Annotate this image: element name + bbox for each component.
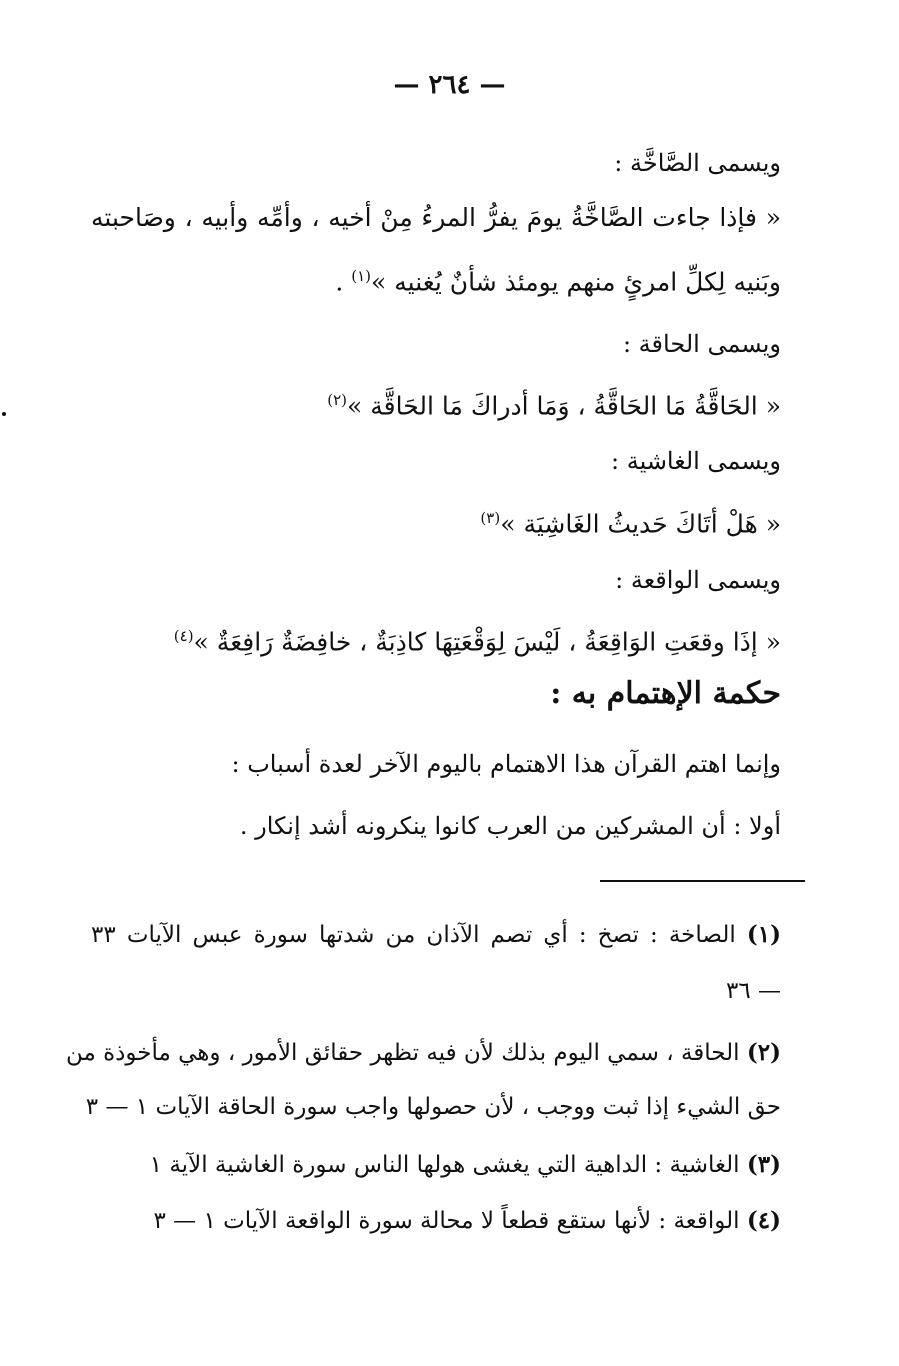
- footnote-number: (١): [746, 921, 781, 948]
- footnote-number: (٢): [746, 1039, 781, 1066]
- quote-line-2: [335, 258, 781, 300]
- section-heading: حكمة الإهتمام به :: [550, 676, 781, 711]
- quote-line-5: [174, 618, 781, 660]
- quote-line-3: [327, 382, 781, 424]
- footnote-ref-2: (٢): [327, 391, 347, 409]
- footnote-number: (٣): [746, 1151, 781, 1178]
- footnote-ref-1: (١): [351, 267, 372, 285]
- body-line-1: ويسمى الصَّاخَّة :: [614, 149, 781, 177]
- quote-line-4: [480, 500, 781, 542]
- footnote-text: الواقعة : لأنها ستقع قطعاً لا محالة سورة الواقعة الآيات ١ — ٣: [153, 1208, 740, 1234]
- footnote-ref-4: (٤): [173, 627, 194, 645]
- footnote-1-line-1: [91, 918, 781, 952]
- footnote-1-line-2: — ٣٦: [725, 978, 781, 1004]
- body-line-4: ويسمى الحاقة :: [622, 330, 781, 358]
- footnote-2-line-1: [65, 1036, 781, 1070]
- footnote-text: الحاقة ، سمي اليوم بذلك لأن فيه تظهر حقائق الأمور ، وهي مأخوذة من: [65, 1040, 740, 1066]
- body-line-11: أولا : أن المشركين من العرب كانوا ينكرونه أشد إنكار .: [239, 812, 781, 840]
- body-line-8: ويسمى الواقعة :: [615, 566, 781, 594]
- quote-text: « هَلْ أتَاكَ حَديثُ الغَاشِيَة »: [500, 509, 781, 539]
- footnote-separator: [600, 880, 805, 882]
- footnote-number: (٤): [746, 1207, 781, 1234]
- footnote-text: الصاخة : تصخ : أي تصم الآذان من شدتها سورة عبس الآيات ٣٣: [91, 922, 736, 948]
- quote-text: وبَنيه لِكلِّ امرئٍ منهم يومئذ شأنٌ يُغنيه »: [371, 267, 781, 297]
- punctuation: .: [335, 267, 352, 297]
- body-line-6: ويسمى الغاشية :: [611, 447, 781, 475]
- margin-mark: [2, 412, 6, 416]
- footnote-text: الغاشية : الداهية التي يغشى هولها الناس سورة الغاشية الآية ١: [149, 1152, 740, 1178]
- quote-line-1: « فإذا جاءت الصَّاخَّةُ يومَ يفرُّ المرءُ مِنْ أخيه ، وأمِّه وأبيه ، وصَاحبته: [91, 203, 781, 232]
- quote-text: « الحَاقَّةُ مَا الحَاقَّةُ ، وَمَا أدراكَ مَا الحَاقَّة »: [347, 391, 781, 421]
- footnote-3: [150, 1148, 781, 1182]
- footnote-4: [153, 1204, 781, 1238]
- footnote-ref-3: (٣): [480, 509, 501, 527]
- body-line-10: وإنما اهتم القرآن هذا الاهتمام باليوم الآخر لعدة أسباب :: [231, 750, 781, 778]
- page-number: — ٢٦٤ —: [393, 70, 506, 100]
- quote-text: « إذَا وقعَتِ الوَاقِعَةُ ، لَيْسَ لِوَقْعَتِهَا كاذِبَةٌ ، خافِضَةٌ رَافِعَةٌ »: [193, 627, 781, 657]
- footnote-2-line-2: حق الشيء إذا ثبت ووجب ، لأن حصولها واجب سورة الحاقة الآيات ١ — ٣: [85, 1094, 781, 1120]
